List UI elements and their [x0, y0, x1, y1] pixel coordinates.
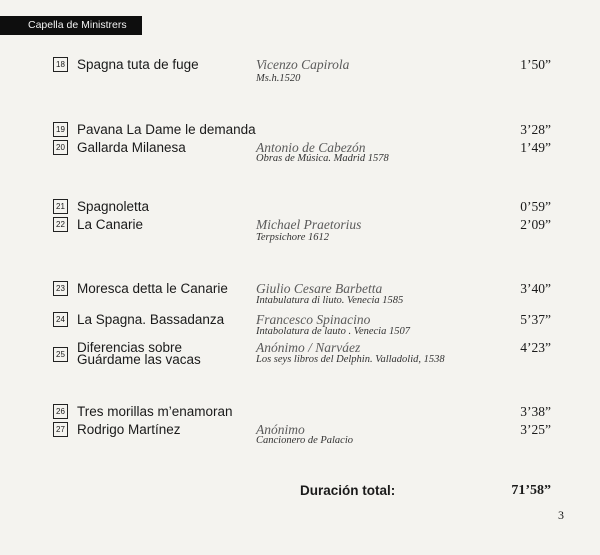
track-composer: Vicenzo Capirola — [256, 57, 350, 72]
track-title: Pavana La Dame le demanda — [77, 122, 256, 137]
track-source: Cancionero de Palacio — [256, 435, 354, 446]
page-number: 3 — [558, 508, 564, 522]
track-title-line-2: Guárdame las vacas — [77, 352, 201, 367]
track-composer: Anónimo / Narváez — [256, 340, 361, 355]
track-title: Moresca detta le Canarie — [77, 281, 228, 296]
track-composer: Antonio de Cabezón — [256, 140, 366, 155]
track-title: Spagnoletta — [77, 199, 150, 214]
track-duration: 5’37” — [520, 312, 551, 327]
track-title: Gallarda Milanesa — [77, 140, 186, 155]
track-number: 23 — [53, 281, 68, 296]
track-source: Terpsichore 1612 — [256, 232, 330, 243]
track-title: Tres morillas m’enamoran — [77, 404, 233, 419]
track-title: Rodrigo Martínez — [77, 422, 181, 437]
track-number: 26 — [53, 404, 68, 419]
track-source: Ms.h.1520 — [256, 73, 301, 84]
track-number: 25 — [53, 347, 68, 362]
track-duration: 3’28” — [520, 122, 551, 137]
track-duration: 0’59” — [520, 199, 551, 214]
header-bar — [0, 16, 142, 35]
track-composer: Giulio Cesare Barbetta — [256, 281, 383, 296]
header-label: Capella de Ministrers — [28, 19, 127, 31]
track-source: Los seys libros del Delphin. Valladolid, 1538 — [256, 354, 445, 365]
track-title: Spagna tuta de fuge — [77, 57, 199, 72]
track-duration: 3’25” — [520, 422, 551, 437]
track-number: 22 — [53, 217, 68, 232]
track-number: 20 — [53, 140, 68, 155]
track-number: 19 — [53, 122, 68, 137]
track-duration: 3’40” — [520, 281, 551, 296]
track-composer: Michael Praetorius — [256, 217, 362, 232]
track-number: 18 — [53, 57, 68, 72]
track-duration: 2’09” — [520, 217, 551, 232]
track-number: 24 — [53, 312, 68, 327]
track-number: 27 — [53, 422, 68, 437]
track-duration: 1’49” — [520, 140, 551, 155]
track-source: Obras de Música. Madrid 1578 — [256, 153, 389, 164]
track-duration: 4’23” — [520, 340, 551, 355]
total-duration-value: 71’58” — [511, 483, 551, 498]
track-source: Intabolatura de lauto . Venecia 1507 — [256, 326, 410, 337]
track-title: La Spagna. Bassadanza — [77, 312, 225, 327]
track-title: Diferencias sobre — [77, 340, 183, 355]
total-duration-label: Duración total: — [300, 483, 396, 498]
track-title: La Canarie — [77, 217, 144, 232]
track-source: Intabulatura di liuto. Venecia 1585 — [256, 295, 404, 306]
track-number: 21 — [53, 199, 68, 214]
track-duration: 1’50” — [520, 57, 551, 72]
track-duration: 3’38” — [520, 404, 551, 419]
track-composer: Anónimo — [256, 422, 305, 437]
track-composer: Francesco Spinacino — [256, 312, 371, 327]
